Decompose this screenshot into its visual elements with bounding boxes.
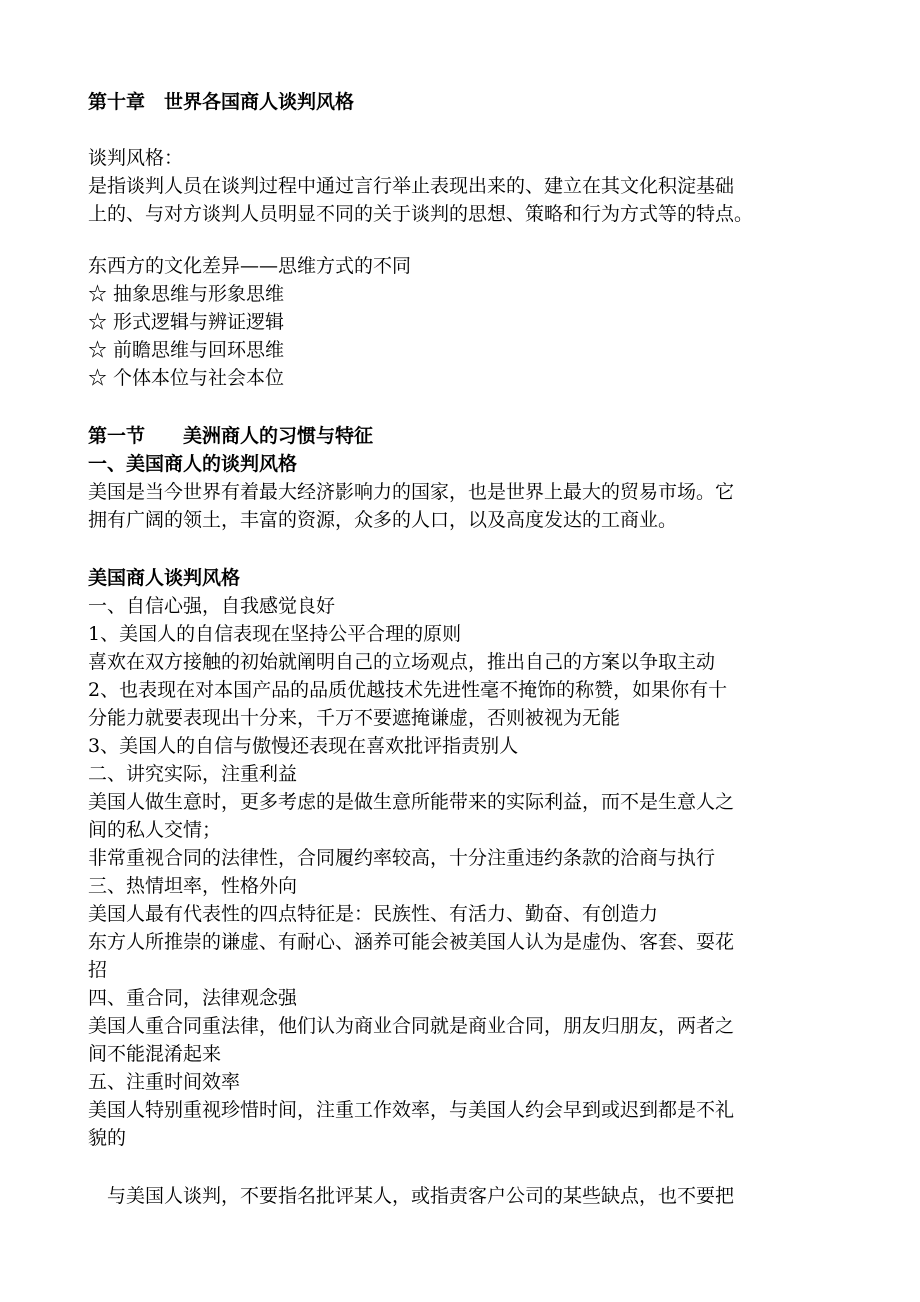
culture-item: ☆ 前瞻思维与回环思维: [88, 339, 285, 361]
style-line: 二、讲究实际，注重利益: [88, 763, 298, 785]
section-intro-line: 美国是当今世界有着最大经济影响力的国家，也是世界上最大的贸易市场。它: [88, 481, 735, 503]
style-line: 喜欢在双方接触的初始就阐明自己的立场观点，推出自己的方案以争取主动: [88, 651, 716, 673]
style-line: 1、美国人的自信表现在坚持公平合理的原则: [88, 623, 462, 645]
spacer: [88, 116, 833, 144]
style-line: 一、自信心强，自我感觉良好: [88, 595, 336, 617]
style-line: 招: [88, 959, 108, 981]
style-heading: 美国商人谈判风格: [88, 567, 241, 589]
style-line: 间的私人交情；: [88, 819, 222, 841]
style-line: 东方人所推崇的谦虚、有耐心、涵养可能会被美国人认为是虚伪、客套、耍花: [88, 931, 735, 953]
culture-item: ☆ 形式逻辑与辨证逻辑: [88, 311, 285, 333]
definition-line: 上的、与对方谈判人员明显不同的关于谈判的思想、策略和行为方式等的特点。: [88, 203, 754, 225]
spacer: [88, 228, 833, 252]
spacer: [88, 534, 833, 564]
section-intro-line: 拥有广阔的领土，丰富的资源，众多的人口，以及高度发达的工商业。: [88, 509, 678, 531]
section-title: 第一节 美洲商人的习惯与特征: [88, 425, 374, 447]
culture-heading: 东西方的文化差异——思维方式的不同: [88, 255, 412, 277]
style-line: 美国人做生意时，更多考虑的是做生意所能带来的实际利益，而不是生意人之: [88, 791, 735, 813]
spacer: [88, 1152, 833, 1182]
section-subtitle: 一、美国商人的谈判风格: [88, 453, 298, 475]
chapter-title: 第十章 世界各国商人谈判风格: [88, 91, 355, 113]
style-line: 美国人重合同重法律，他们认为商业合同就是商业合同，朋友归朋友，两者之: [88, 1015, 735, 1037]
style-line: 间不能混淆起来: [88, 1043, 222, 1065]
style-line: 美国人最有代表性的四点特征是：民族性、有活力、勤奋、有创造力: [88, 903, 659, 925]
definition-line: 是指谈判人员在谈判过程中通过言行举止表现出来的、建立在其文化积淀基础: [88, 175, 735, 197]
definition-label: 谈判风格：: [88, 147, 184, 169]
style-line: 非常重视合同的法律性，合同履约率较高，十分注重违约条款的洽商与执行: [88, 847, 716, 869]
culture-item: ☆ 抽象思维与形象思维: [88, 283, 285, 305]
document-page: [88, 88, 833, 1210]
style-line: 2、也表现在对本国产品的品质优越技术先进性毫不掩饰的称赞，如果你有十: [88, 679, 728, 701]
style-line: 3、美国人的自信与傲慢还表现在喜欢批评指责别人: [88, 735, 519, 757]
style-line: 美国人特别重视珍惜时间，注重工作效率，与美国人约会早到或迟到都是不礼: [88, 1099, 735, 1121]
culture-item: ☆ 个体本位与社会本位: [88, 367, 285, 389]
style-line: 五、注重时间效率: [88, 1071, 241, 1093]
style-line: 分能力就要表现出十分来，千万不要遮掩谦虚，否则被视为无能: [88, 707, 621, 729]
style-line: 貌的: [88, 1127, 127, 1149]
style-line: 三、热情坦率，性格外向: [88, 875, 298, 897]
closing-line: 与美国人谈判，不要指名批评某人，或指责客户公司的某些缺点，也不要把: [88, 1185, 735, 1207]
style-line: 四、重合同，法律观念强: [88, 987, 298, 1009]
spacer: [88, 392, 833, 422]
